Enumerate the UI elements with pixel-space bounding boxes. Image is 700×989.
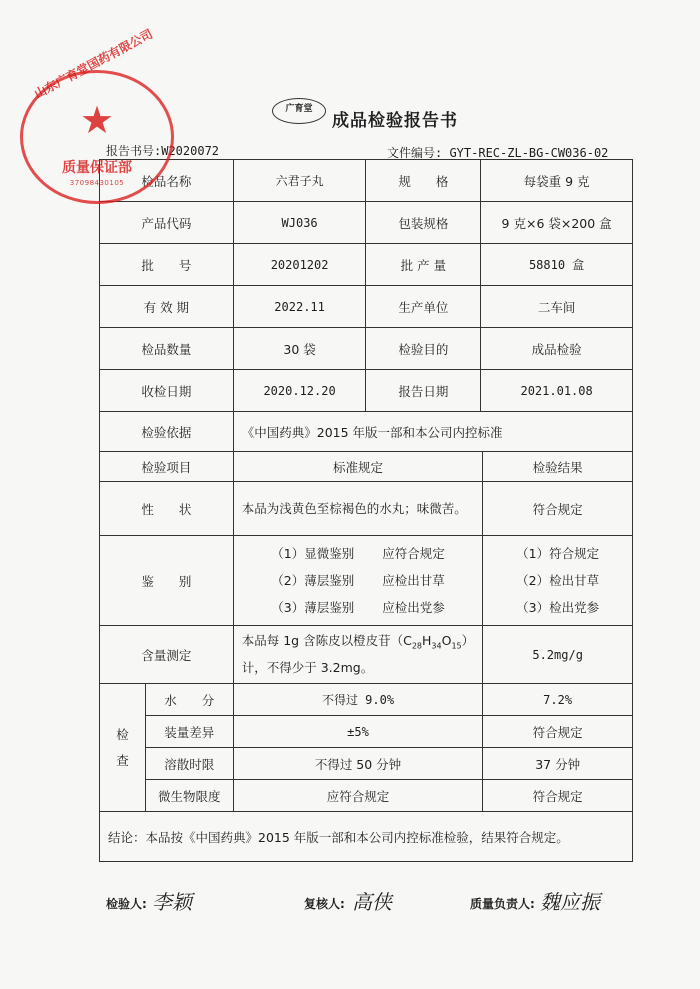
identification-item	[234, 567, 483, 594]
appearance-standard: 本品为浅黄色至棕褐色的水丸；味微苦。	[233, 482, 483, 536]
identification-std: 应检出甘草	[382, 573, 445, 588]
identification-std: 应符合规定	[382, 546, 445, 561]
appearance-result: 符合规定	[483, 482, 633, 536]
reviewer-label: 复核人:	[304, 897, 345, 911]
identification-label: 鉴 别	[100, 536, 234, 626]
identification-standard-list	[233, 536, 483, 626]
info-value: 每袋重 9 克	[481, 160, 633, 202]
info-value: 9 克×6 袋×200 盒	[481, 202, 633, 244]
assay-standard	[233, 626, 483, 684]
assay-label: 含量测定	[100, 626, 234, 684]
check-result: 7.2%	[483, 684, 633, 716]
check-group-label: 检 查	[100, 684, 146, 812]
check-standard: 不得过 50 分钟	[233, 748, 483, 780]
check-result: 符合规定	[483, 716, 633, 748]
check-standard: 应符合规定	[233, 780, 483, 812]
reviewer-signature: 高侠	[352, 890, 392, 914]
check-name: 溶散时限	[145, 748, 233, 780]
inspector-label: 检验人:	[106, 897, 147, 911]
document-title: 成品检验报告书	[332, 111, 458, 131]
info-value: 2022.11	[233, 286, 366, 328]
stamp-org-text: 山东广育堂国药有限公司	[31, 26, 156, 102]
appearance-row	[100, 482, 633, 536]
assay-standard-line1: 本品每 1g 含陈皮以橙皮苷$(C_{28}H_{34}O_{15})$	[241, 632, 475, 651]
check-name: 水 分	[145, 684, 233, 716]
info-label: 报告日期	[366, 370, 481, 412]
info-value: WJ036	[233, 202, 366, 244]
info-label: 批 号	[100, 244, 234, 286]
identification-result: （1）符合规定	[516, 546, 600, 561]
info-row	[100, 244, 633, 286]
assay-standard-line2: 计，不得少于 3.2mg。	[241, 660, 374, 676]
items-header-item: 检验项目	[100, 452, 234, 482]
identification-result: （3）检出党参	[516, 600, 600, 615]
check-standard: ±5%	[233, 716, 483, 748]
company-logo: 广育堂	[272, 98, 326, 124]
info-label: 包装规格	[366, 202, 481, 244]
conclusion-row	[100, 812, 633, 862]
check-row	[100, 716, 633, 748]
info-value: 2021.01.08	[481, 370, 633, 412]
identification-row	[100, 536, 633, 626]
info-value: 2020.12.20	[233, 370, 366, 412]
info-value: 六君子丸	[233, 160, 366, 202]
info-label: 批 产 量	[366, 244, 481, 286]
report-number: 报告书号:W2020072	[106, 144, 220, 158]
file-number: 文件编号: GYT-REC-ZL-BG-CW036-02	[387, 146, 609, 160]
basis-value: 《中国药典》2015 年版一部和本公司内控标准	[233, 412, 632, 452]
info-row	[100, 286, 633, 328]
manager-signature: 魏应振	[540, 890, 600, 914]
stamp-dept-text: 质量保证部	[62, 160, 132, 176]
info-row	[100, 202, 633, 244]
identification-result-list	[483, 536, 633, 626]
check-row	[100, 684, 633, 716]
items-header-standard: 标准规定	[233, 452, 483, 482]
check-result: 符合规定	[483, 780, 633, 812]
info-value: 30 袋	[233, 328, 366, 370]
basis-label: 检验依据	[100, 412, 234, 452]
manager-label: 质量负责人:	[470, 897, 535, 911]
info-label: 有 效 期	[100, 286, 234, 328]
info-value: 58810 盒	[481, 244, 633, 286]
identification-test: （2）薄层鉴别	[271, 573, 355, 588]
inspector-signature: 李颖	[152, 890, 192, 914]
identification-result: （2）检出甘草	[516, 573, 600, 588]
identification-std: 应检出党参	[382, 600, 445, 615]
test-table	[99, 411, 633, 862]
info-row	[100, 370, 633, 412]
items-header-result: 检验结果	[483, 452, 633, 482]
identification-item	[234, 594, 483, 621]
info-label: 检验目的	[366, 328, 481, 370]
info-value: 20201202	[233, 244, 366, 286]
check-result: 37 分钟	[483, 748, 633, 780]
stamp-number: 37098430105	[69, 179, 125, 187]
assay-result: 5.2mg/g	[483, 626, 633, 684]
check-standard: 不得过 9.0%	[233, 684, 483, 716]
conclusion: 结论：本品按《中国药典》2015 年版一部和本公司内控标准检验，结果符合规定。	[100, 812, 633, 862]
basis-row	[100, 412, 633, 452]
identification-test: （3）薄层鉴别	[271, 600, 355, 615]
info-label: 检品名称	[100, 160, 234, 202]
check-name: 微生物限度	[145, 780, 233, 812]
check-name: 装量差异	[145, 716, 233, 748]
check-row	[100, 748, 633, 780]
info-label: 检品数量	[100, 328, 234, 370]
quality-stamp	[20, 26, 174, 204]
check-row	[100, 780, 633, 812]
info-value: 二车间	[481, 286, 633, 328]
star-icon: ★	[79, 98, 115, 142]
identification-test: （1）显微鉴别	[271, 546, 355, 561]
info-label: 规 格	[366, 160, 481, 202]
identification-item	[234, 540, 483, 567]
info-table	[99, 159, 633, 412]
appearance-label: 性 状	[100, 482, 234, 536]
info-row	[100, 328, 633, 370]
info-row	[100, 160, 633, 202]
info-value: 成品检验	[481, 328, 633, 370]
info-label: 生产单位	[366, 286, 481, 328]
items-header-row	[100, 452, 633, 482]
assay-row	[100, 626, 633, 684]
info-label: 产品代码	[100, 202, 234, 244]
info-label: 收检日期	[100, 370, 234, 412]
